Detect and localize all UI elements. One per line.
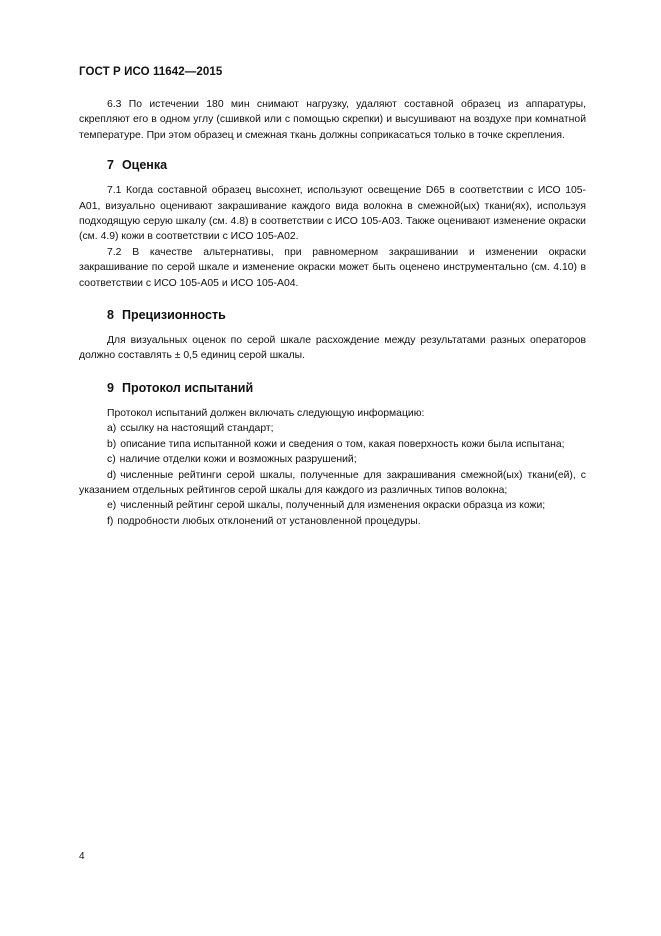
- list-item: [79, 452, 586, 467]
- page-number: 4: [79, 851, 85, 862]
- list-item: [79, 514, 586, 529]
- clause-number: 7.1: [107, 185, 122, 197]
- list-item-text: описание типа испытанной кожи и сведения о том, какая поверхность кожи была испытана;: [120, 438, 565, 450]
- list-item-label: e): [107, 500, 117, 512]
- paragraph-8: Для визуальных оценок по серой шкале расхождение между результатами разных операторов должно составлять ± 0,5 единиц серой шкалы.: [79, 335, 586, 362]
- document-body: [79, 97, 586, 529]
- section-title: Прецизионность: [121, 308, 226, 323]
- clause-text: В качестве альтернативы, при равномерном закрашивании и изменении окраски закрашивание по серой шкале и изменение окраски может быть оценено инструментально (см. 4.10) в соответствии с ИСО 105-A05 и ИСО 105-A04.: [79, 246, 586, 289]
- list-item-text: подробности любых отклонений от установленной процедуры.: [117, 515, 421, 527]
- list-item-text: численный рейтинг серой шкалы, полученный для изменения окраски образца из кожи;: [120, 500, 546, 512]
- list-item-text: численные рейтинги серой шкалы, полученные для закрашивания смежной(ых) ткани(ей), с указанием отдельных рейтингов серой шкалы для каждого из различных типов волокна;: [79, 469, 586, 496]
- list-item-label: f): [107, 515, 114, 527]
- list-item-label: b): [107, 438, 117, 450]
- section-heading-7: [79, 157, 586, 173]
- section-number: 7: [107, 158, 114, 173]
- section-heading-8: [79, 307, 586, 323]
- list-item: [79, 421, 586, 436]
- list-item-text: наличие отделки кожи и возможных разрушений;: [119, 454, 357, 466]
- paragraph-7-2: [79, 245, 586, 291]
- list-item: [79, 498, 586, 513]
- clause-text: Когда составной образец высохнет, используют освещение D65 в соответствии с ИСО 105-A01, визуально оценивают закрашивание каждого вида волокна в смежной(ых) ткани(ях), используя подходящую серую шкалу (см. 4.8) в соответствии с ИСО 105-A03. Также оценивают изменение окраски (см. 4.9) кожи в соответствии с ИСО 105-A02.: [79, 185, 587, 243]
- clause-number: 7.2: [107, 246, 122, 258]
- paragraph-9-intro: Протокол испытаний должен включать следующую информацию:: [107, 407, 425, 419]
- document-header: ГОСТ Р ИСО 11642—2015: [79, 66, 223, 78]
- section-title: Протокол испытаний: [121, 380, 254, 395]
- list-item: [79, 468, 586, 499]
- section-title: Оценка: [121, 158, 168, 173]
- clause-text: По истечении 180 мин снимают нагрузку, удаляют составной образец из аппаратуры, скрепляют его в одном углу (сшивкой или с помощью скрепки) и высушивают на воздухе при комнатной температуре. При этом образец и смежная ткань должны соприкасаться только в точке скрепления.: [79, 99, 587, 141]
- clause-number: 6.3: [107, 99, 122, 110]
- paragraph-6-3: [79, 97, 586, 143]
- section-heading-9: [79, 380, 586, 396]
- section-number: 9: [107, 380, 114, 395]
- paragraph-7-1: [79, 183, 586, 245]
- list-item-label: d): [107, 469, 117, 481]
- list-item-label: c): [107, 454, 116, 466]
- section-number: 8: [107, 308, 114, 323]
- list-item-text: ссылку на настоящий стандарт;: [120, 423, 274, 435]
- list-item: [79, 437, 586, 452]
- list-item-label: a): [107, 423, 117, 435]
